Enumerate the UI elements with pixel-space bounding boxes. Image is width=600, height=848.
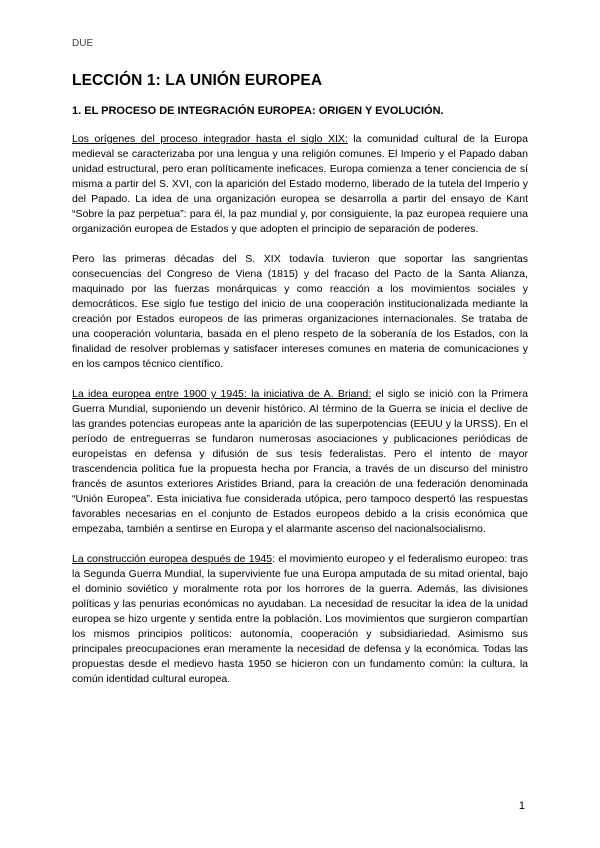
paragraph-lead: La construcción europea después de 1945 — [72, 553, 273, 565]
paragraph-post-1945 — [72, 552, 528, 687]
document-body — [72, 132, 528, 702]
paragraph-origins — [72, 132, 528, 237]
paragraph-text: la comunidad cultural de la Europa medieval se caracterizaba por una lengua y una religión comunes. El Imperio y el Papado daban unidad estructural, pero eran políticamente ineficaces. Europa comienza a tener conciencia de sí misma a partir del S. XVI, con la aparición del Estado moderno, liberado de la tutela del Imperio y del Papado. La idea de una organización europea se desarrolla a partir del ensayo de Kant “Sobre la paz perpetua”: para él, la paz mundial y, por consiguiente, la paz europea requiere una organización europea de Estados y que adopten el principio de separación de poderes. — [72, 133, 528, 235]
paragraph-briand — [72, 387, 528, 537]
paragraph-lead: Los orígenes del proceso integrador hasta el siglo XIX: — [72, 133, 348, 145]
lesson-title: LECCIÓN 1: LA UNIÓN EUROPEA — [72, 72, 323, 89]
page-number: 1 — [518, 800, 525, 812]
paragraph-text: el siglo se inició con la Primera Guerra Mundial, suponiendo un devenir histórico. Al término de la Guerra se inicia el declive de las grandes potencias europeas ante la aparición de las superpotencias (EEUU y la URSS). En el período de entreguerras se fundaron numerosas asociaciones y publicaciones periódicas de europeístas en defensa y difusión de sus tesis federalistas. Pero el intento de mayor trascendencia política fue la propuesta hecha por Francia, a través de un discurso del ministro francés de asuntos exteriores Aristides Briand, para la creación de una federación denominada “Unión Europea”. Esta iniciativa fue considerada utópica, pero tampoco despertó las respuestas favorables necesarias en el conjunto de Estados europeos debido a la crisis económica que empezaba, también a sentirse en Europa y el alarmante ascenso del nacionalsocialismo. — [72, 388, 528, 535]
paragraph-text: : el movimiento europeo y el federalismo europeo: tras la Segunda Guerra Mundial, la superviviente fue una Europa amputada de su mitad oriental, bajo el dominio soviético y moralmente rota por los horrores de la guerra. Además, las divisiones políticas y las penurias económicas no ayudaban. La necesidad de resucitar la idea de la unidad europea se hizo urgente y sentida entre la población. Los movimientos que surgieron compartían los mismos principios políticos: autonomía, cooperación y subsidiariedad. Asimismo sus principales preocupaciones eran meramente la necesidad de defensa y la económica. Todas las propuestas desde el medievo hasta 1950 se hicieron con un fundamento común: la cultura, la común identidad cultural europea. — [72, 553, 528, 685]
paragraph-lead: La idea europea entre 1900 y 1945: la iniciativa de A. Briand: — [72, 388, 372, 400]
paragraph-xix-century — [72, 252, 528, 372]
section-title: 1. EL PROCESO DE INTEGRACIÓN EUROPEA: ORIGEN Y EVOLUCIÓN. — [72, 105, 444, 117]
paragraph-text: Pero las primeras décadas del S. XIX todavía tuvieron que soportar las sangrientas consecuencias del Congreso de Viena (1815) y del fracaso del Pacto de la Santa Alianza, maquinado por las fuerzas monárquicas y como reacción a los movimientos sociales y democráticos. Ese siglo fue testigo del inicio de una cooperación institucionalizada mediante la creación por Estados europeos de las primeras organizaciones internacionales. Se trataba de una cooperación voluntaria, basada en el pleno respeto de la soberanía de los Estados, con la finalidad de resolver problemas y satisfacer intereses comunes en materia de comunicaciones y en los campos técnico científico. — [72, 253, 528, 370]
page-header: DUE — [72, 38, 94, 49]
